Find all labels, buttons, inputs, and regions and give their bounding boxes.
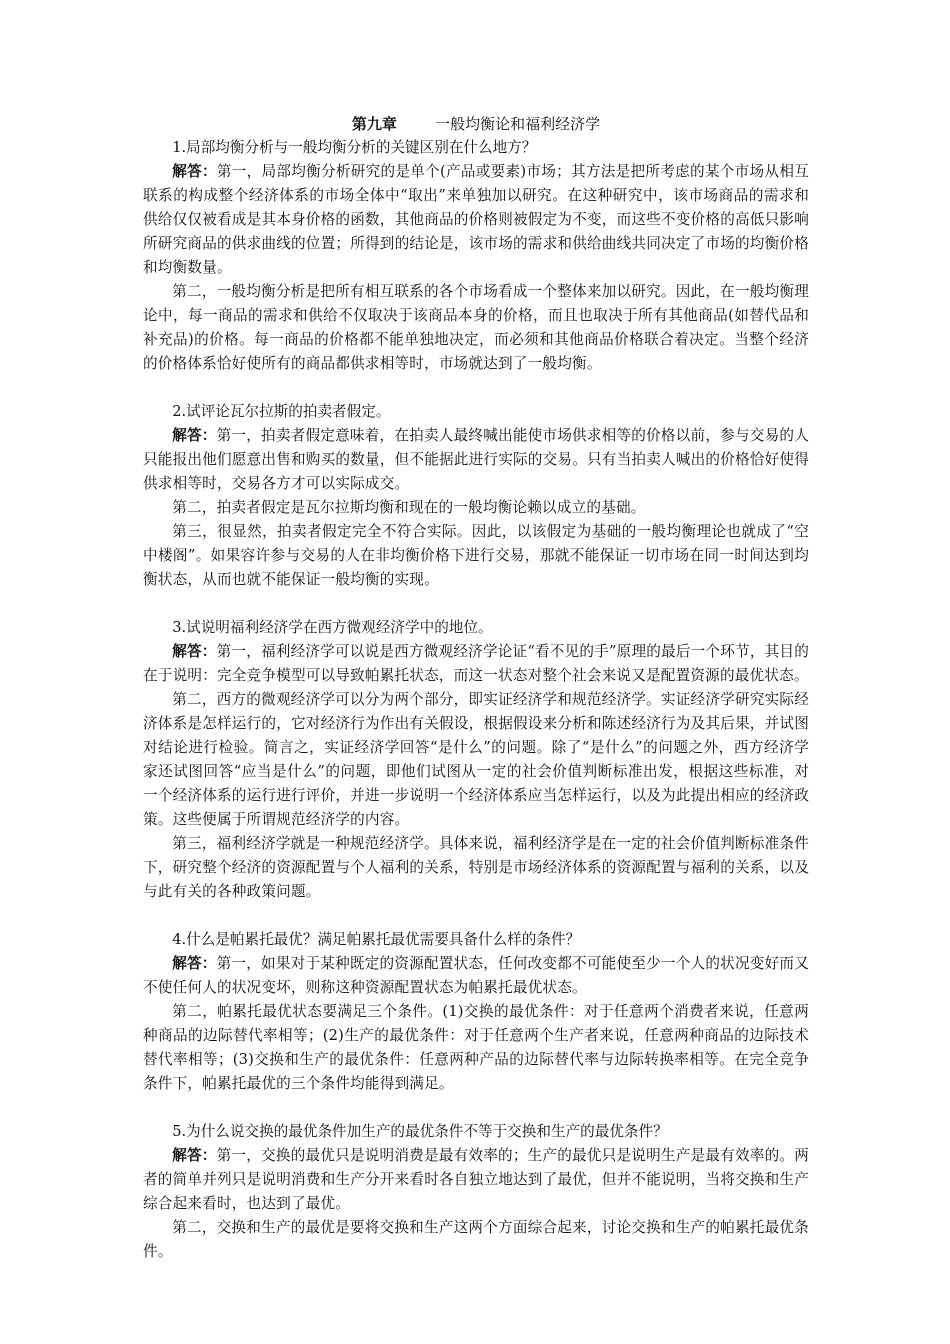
question-1: 1.局部均衡分析与一般均衡分析的关键区别在什么地方？ (172, 139, 537, 156)
question-3: 3.试说明福利经济学在西方微观经济学中的地位。 (172, 619, 493, 636)
question-2: 2.试评论瓦尔拉斯的拍卖者假定。 (172, 403, 391, 420)
chapter-title: 一般均衡论和福利经济学 (435, 115, 601, 133)
answer-2-paragraph-1: 解答：第一，拍卖者假定意味着，在拍卖人最终喊出能使市场供求相等的价格以前，参与交易的人只能报出他们愿意出售和购买的数量，但不能据此进行实际的交易。只有当拍卖人喊出的价格恰好使得供求相等时，交易各方才可以实际成交。 (143, 427, 809, 492)
answer-2-paragraph-2: 第二，拍卖者假定是瓦尔拉斯均衡和现在的一般均衡论赖以成立的基础。 (172, 499, 646, 516)
answer-4-paragraph-1: 解答：第一，如果对于某种既定的资源配置状态，任何改变都不可能使至少一个人的状况变好而又不使任何人的状况变坏，则称这种资源配置状态为帕累托最优状态。 (143, 955, 809, 996)
answer-4-paragraph-2: 第二，帕累托最优状态要满足三个条件。(1)交换的最优条件：对于任意两个消费者来说，任意两种商品的边际替代率相等；(2)生产的最优条件：对于任意两个生产者来说，任意两种商品的边际技术替代率相等；(3)交换和生产的最优条件：任意两种产品的边际替代率与边际转换率相等。在完全竞争条件下，帕累托最优的三个条件均能得到满足。 (143, 1003, 809, 1092)
section-gap (143, 904, 809, 928)
answer-1-paragraph-1: 解答：第一，局部均衡分析研究的是单个(产品或要素)市场；其方法是把所考虑的某个市场从相互联系的构成整个经济体系的市场全体中“取出”来单独加以研究。在这种研究中，该市场商品的需求和供给仅仅被看成是其本身价格的函数，其他商品的价格则被假定为不变，而这些不变价格的高低只影响所研究商品的供求曲线的位置；所得到的结论是，该市场的需求和供给曲线共同决定了市场的均衡价格和均衡数量。 (143, 163, 809, 276)
answer-label: 解答： (172, 955, 217, 972)
document-content (143, 112, 809, 1264)
section-gap (143, 592, 809, 616)
question-4: 4.什么是帕累托最优？满足帕累托最优需要具备什么样的条件？ (172, 931, 581, 948)
answer-label: 解答： (172, 163, 217, 180)
answer-5-paragraph-1: 解答：第一，交换的最优只是说明消费是最有效率的；生产的最优只是说明生产是最有效率的。两者的简单并列只是说明消费和生产分开来看时各自独立地达到了最优，但并不能说明，当将交换和生产综合起来看时，也达到了最优。 (143, 1147, 809, 1212)
answer-3-paragraph-1: 解答：第一，福利经济学可以说是西方微观经济学论证“看不见的手”原理的最后一个环节，其目的在于说明：完全竞争模型可以导致帕累托状态，而这一状态对整个社会来说又是配置资源的最优状态。 (143, 643, 810, 684)
answer-label: 解答： (172, 1147, 217, 1164)
answer-2-paragraph-3: 第三，很显然，拍卖者假定完全不符合实际。因此，以该假定为基础的一般均衡理论也就成了“空中楼阁”。如果容许参与交易的人在非均衡价格下进行交易，那就不能保证一切市场在同一时间达到均衡状态，从而也就不能保证一般均衡的实现。 (143, 523, 809, 588)
answer-label: 解答： (172, 643, 217, 660)
chapter-number: 第九章 (351, 115, 397, 133)
answer-1-paragraph-2: 第二，一般均衡分析是把所有相互联系的各个市场看成一个整体来加以研究。因此，在一般均衡理论中，每一商品的需求和供给不仅取决于该商品本身的价格，而且也取决于所有其他商品(如替代品和补充品)的价格。每一商品的价格都不能单独地决定，而必须和其他商品价格联合着决定。当整个经济的价格体系恰好使所有的商品都供求相等时，市场就达到了一般均衡。 (143, 283, 809, 372)
section-gap (143, 376, 809, 400)
answer-label: 解答： (172, 427, 217, 444)
answer-3-paragraph-2: 第二，西方的微观经济学可以分为两个部分，即实证经济学和规范经济学。实证经济学研究实际经济体系是怎样运行的，它对经济行为作出有关假设，根据假设来分析和陈述经济行为及其后果，并试图对结论进行检验。简言之，实证经济学回答“是什么”的问题。除了“是什么”的问题之外，西方经济学家还试图回答“应当是什么”的问题，即他们试图从一定的社会价值判断标准出发，根据这些标准，对一个经济体系的运行进行评价，并进一步说明一个经济体系应当怎样运行，以及为此提出相应的经济政策。这些便属于所谓规范经济学的内容。 (143, 691, 809, 828)
question-5: 5.为什么说交换的最优条件加生产的最优条件不等于交换和生产的最优条件？ (172, 1123, 668, 1140)
answer-3-paragraph-3: 第三，福利经济学就是一种规范经济学。具体来说，福利经济学是在一定的社会价值判断标准条件下，研究整个经济的资源配置与个人福利的关系，特别是市场经济体系的资源配置与福利的关系，以及与此有关的各种政策问题。 (143, 835, 809, 900)
section-gap (143, 1096, 809, 1120)
chapter-heading (143, 112, 809, 136)
answer-5-paragraph-2: 第二，交换和生产的最优是要将交换和生产这两个方面综合起来，讨论交换和生产的帕累托最优条件。 (143, 1219, 809, 1260)
